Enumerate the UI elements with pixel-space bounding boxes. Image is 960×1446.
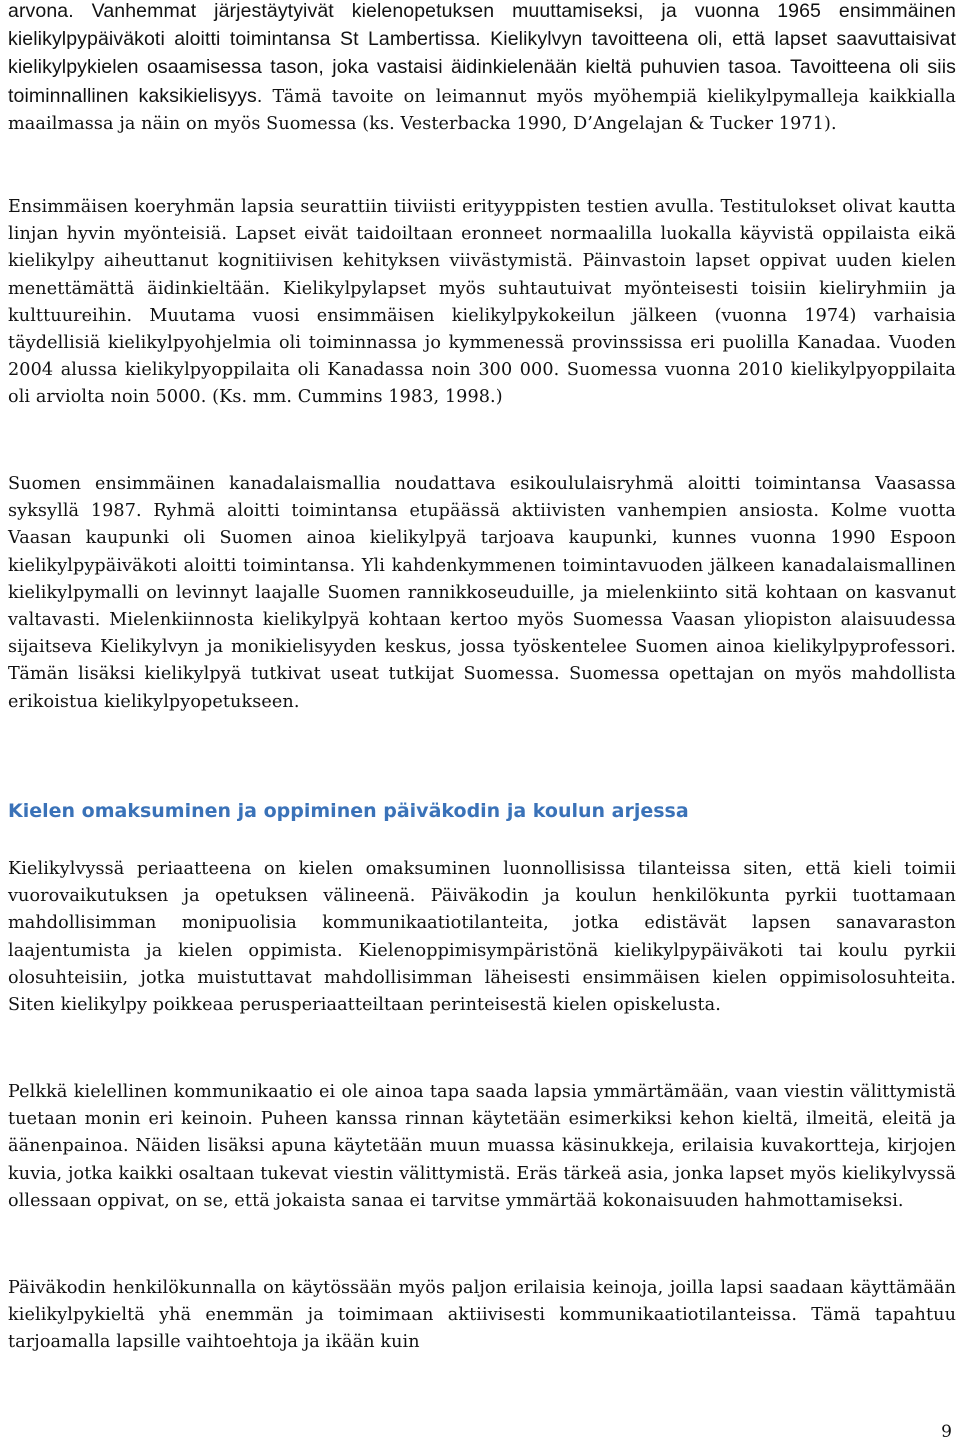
paragraph-test-results: Ensimmäisen koeryhmän lapsia seurattiin tiiviisti erityyppisten testien avulla. Testitulokset olivat kautta linjan hyvin myönteisiä. Lapset eivät taidoiltaan eronneet normaalilla luokalla käyvistä oppilaista eikä kielikylpy aiheuttanut kognitiivisen kehityksen viivästymistä. Päinvastoin lapset oppivat uuden kielen menettämättä äidinkieltään. Kielikylpylapset myös suhtautuivat myönteisesti toisiin kieliryhmiin ja kulttuureihin. Muutama vuosi ensimmäisen kielikylpykokeilun jälkeen (vuonna 1974) varhaisia täydellisiä kielikylpyohjelmia oli toiminnassa jo kymmenessä provinssissa eri puolilla Kanadaa. Vuoden 2004 alussa kielikylpyoppilaita oli Kanadassa noin 300 000. Suomessa vuonna 2010 kielikylpyoppilaita oli arviolta noin 5000. (Ks. mm. Cummins 1983, 1998.) xyxy=(8,197,956,408)
paragraph-intro-continuation: Tämä tavoite on leimannut myös myöhempiä kielikylpymalleja kaikkialla maailmassa ja näin on myös Suomessa (ks. Vesterbacka 1990, D’Angelajan & Tucker 1971). xyxy=(8,86,956,134)
paragraph-finland-history: Suomen ensimmäinen kanadalaismallia noudattava esikoululaisryhmä aloitti toimintansa Vaasassa syksyllä 1987. Ryhmä aloitti toimintansa etupäässä aktiivisten vanhempien ansiosta. Kolme vuotta Vaasan kaupunki oli Suomen ainoa kielikylpyä tarjoava kaupunki, kunnes vuonna 1990 Espoon kielikylpypäiväkoti aloitti toimintansa. Yli kahdenkymmenen toimintavuoden jälkeen kanadalaismallinen kielikylpymalli on levinnyt laajalle Suomen rannikkoseuduille, ja mielenkiinto sitä kohtaan on kasvanut valtavasti. Mielenkiinnosta kielikylpyä kohtaan kertoo myös Suomessa Vaasan yliopiston alaisuudessa sijaitseva Kielikylvyn ja monikielisyyden keskus, jossa työskentelee Suomen ainoa kielikylpyprofessori. Tämän lisäksi kielikylpyä tutkivat useat tutkijat Suomessa. Suomessa opettajan on myös mahdollista erikoistua kielikylpyopetukseen. xyxy=(8,474,956,712)
paragraph-staff-methods: Päiväkodin henkilökunnalla on käytössään myös paljon erilaisia keinoja, joilla lapsi saadaan käyttämään kielikylpykieltä yhä enemmän ja toimimaan aktiivisesti kommunikaatiotilanteissa. Tämä tapahtuu tarjoamalla lapsille vaihtoehtoja ja ikään kuin xyxy=(8,1278,956,1353)
paragraph-kanada-history xyxy=(8,0,956,138)
paragraph-language-acquisition: Kielikylvyssä periaatteena on kielen omaksuminen luonnollisissa tilanteissa siten, että kieli toimii vuorovaikutuksen ja opetuksen välineenä. Päiväkodin ja koulun henkilökunta pyrkii tuottamaan mahdollisimman monipuolisia kommunikaatiotilanteita, jotka edistävät lapsen sanavaraston laajentumista ja kielen oppimista. Kielenoppimisympäristönä kielikylpypäiväkoti tai koulu pyrkii olosuhteisiin, jotka muistuttavat mahdollisimman läheisesti ensimmäisen kielen oppimisolosuhteita. Siten kielikylpy poikkeaa perusperiaatteiltaan perinteisestä kielen opiskelusta. xyxy=(8,859,956,1016)
paragraph-communication-support: Pelkkä kielellinen kommunikaatio ei ole ainoa tapa saada lapsia ymmärtämään, vaan viestin välittymistä tuetaan monin eri keinoin. Puheen kanssa rinnan käytetään esimerkiksi kehon kieltä, ilmeitä, eleitä ja äänenpainoa. Näiden lisäksi apuna käytetään muun muassa käsinukkeja, erilaisia kuvakortteja, kirjojen kuvia, jotka kaikki osaltaan tukevat viestin välittymistä. Eräs tärkeä asia, jonka lapset myös kielikylvyssä ollessaan oppivat, on se, että jokaista sanaa ei tarvitse ymmärtää kokonaisuuden hahmottamiseksi. xyxy=(8,1082,956,1211)
section-heading: Kielen omaksuminen ja oppiminen päiväkodin ja koulun arjessa xyxy=(8,800,689,822)
page-number: 9 xyxy=(941,1422,952,1442)
paragraph-intro-text: arvona. Vanhemmat järjestäytyivät kielenopetuksen muuttamiseksi, ja vuonna 1965 ensimmäinen kielikylpypäiväkoti aloitti toimintansa St Lambertissa. Kielikylvyn tavoitteena oli, että lapset saavuttaisivat kielikylpykielen osaamisessa tason, joka vastaisi äidinkielenään kieltä puhuvien tasoa. Tavoitteena oli siis toiminnallinen kaksikielisyys. xyxy=(8,0,956,107)
